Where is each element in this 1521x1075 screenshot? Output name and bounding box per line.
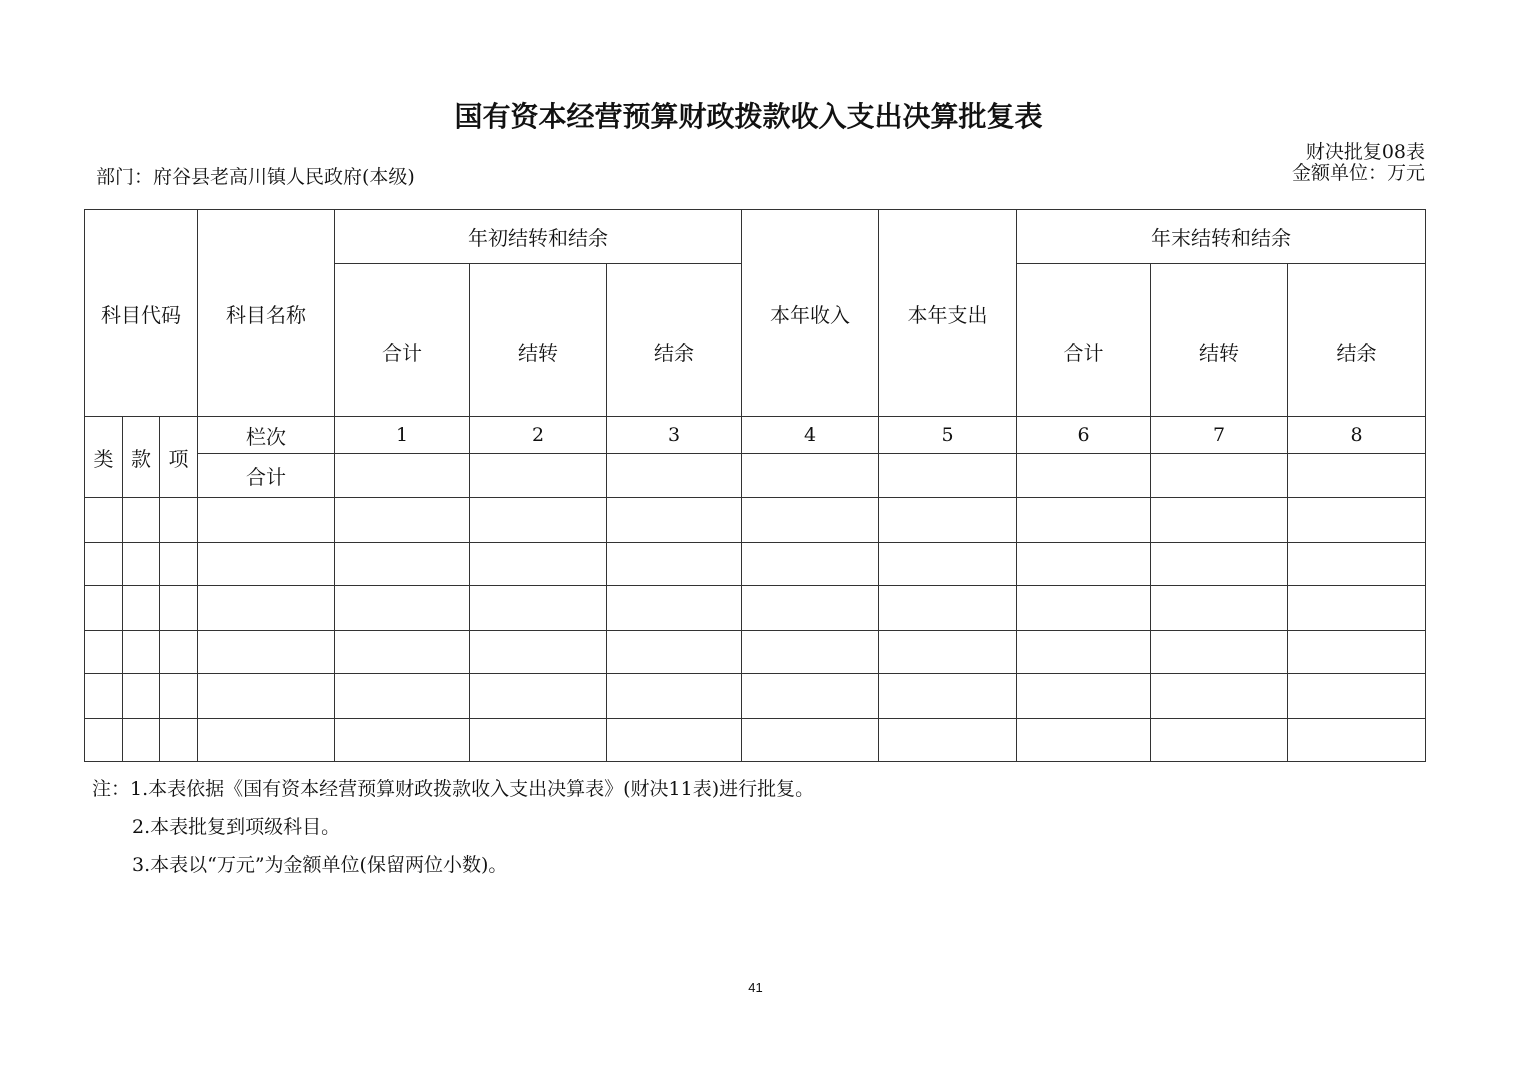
row-label-sum: 合计 <box>198 454 335 498</box>
header-begin-carry: 结转 <box>470 264 607 417</box>
col-number: 3 <box>607 417 742 454</box>
row-label-col-index: 栏次 <box>198 417 335 454</box>
table-row <box>85 586 1426 631</box>
note-line: 3.本表以“万元”为金额单位(保留两位小数)。 <box>132 854 508 876</box>
table-cell <box>742 454 879 498</box>
form-number: 财决批复08表 <box>1305 141 1425 163</box>
header-expense: 本年支出 <box>879 210 1017 417</box>
note-line: 2.本表批复到项级科目。 <box>132 816 341 838</box>
header-begin-total: 合计 <box>335 264 470 417</box>
col-number: 1 <box>335 417 470 454</box>
table-row <box>85 674 1426 719</box>
header-subject-code: 科目代码 <box>85 210 198 417</box>
notes <box>92 770 814 884</box>
table-row <box>85 631 1426 674</box>
header-lei: 类 <box>85 417 123 498</box>
table-row <box>85 719 1426 762</box>
table-row <box>85 498 1426 543</box>
budget-table <box>84 209 1426 762</box>
unit-label: 金额单位：万元 <box>1291 162 1425 184</box>
header-end-carry: 结转 <box>1151 264 1288 417</box>
col-number: 6 <box>1017 417 1151 454</box>
header-begin-balance: 结余 <box>607 264 742 417</box>
note-line: 注：1.本表依据《国有资本经营预算财政拨款收入支出决算表》(财决11表)进行批复。 <box>92 778 815 800</box>
table-cell <box>335 454 470 498</box>
table-cell <box>1151 454 1288 498</box>
col-number: 4 <box>742 417 879 454</box>
header-kuan: 款 <box>123 417 160 498</box>
header-end-total: 合计 <box>1017 264 1151 417</box>
col-number: 8 <box>1288 417 1426 454</box>
page-number: 41 <box>748 980 763 995</box>
table-cell <box>879 454 1017 498</box>
table-cell <box>1017 454 1151 498</box>
header-end-group: 年末结转和结余 <box>1017 210 1426 264</box>
table-row <box>85 543 1426 586</box>
header-xiang: 项 <box>160 417 198 498</box>
col-number: 5 <box>879 417 1017 454</box>
header-begin-group: 年初结转和结余 <box>335 210 742 264</box>
department-label: 部门：府谷县老高川镇人民政府(本级) <box>96 166 415 188</box>
col-number: 7 <box>1151 417 1288 454</box>
col-number: 2 <box>470 417 607 454</box>
header-end-balance: 结余 <box>1288 264 1426 417</box>
header-income: 本年收入 <box>742 210 879 417</box>
page-title: 国有资本经营预算财政拨款收入支出决算批复表 <box>454 100 1043 133</box>
table-cell <box>470 454 607 498</box>
table-cell <box>1288 454 1426 498</box>
table-cell <box>607 454 742 498</box>
header-subject-name: 科目名称 <box>198 210 335 417</box>
